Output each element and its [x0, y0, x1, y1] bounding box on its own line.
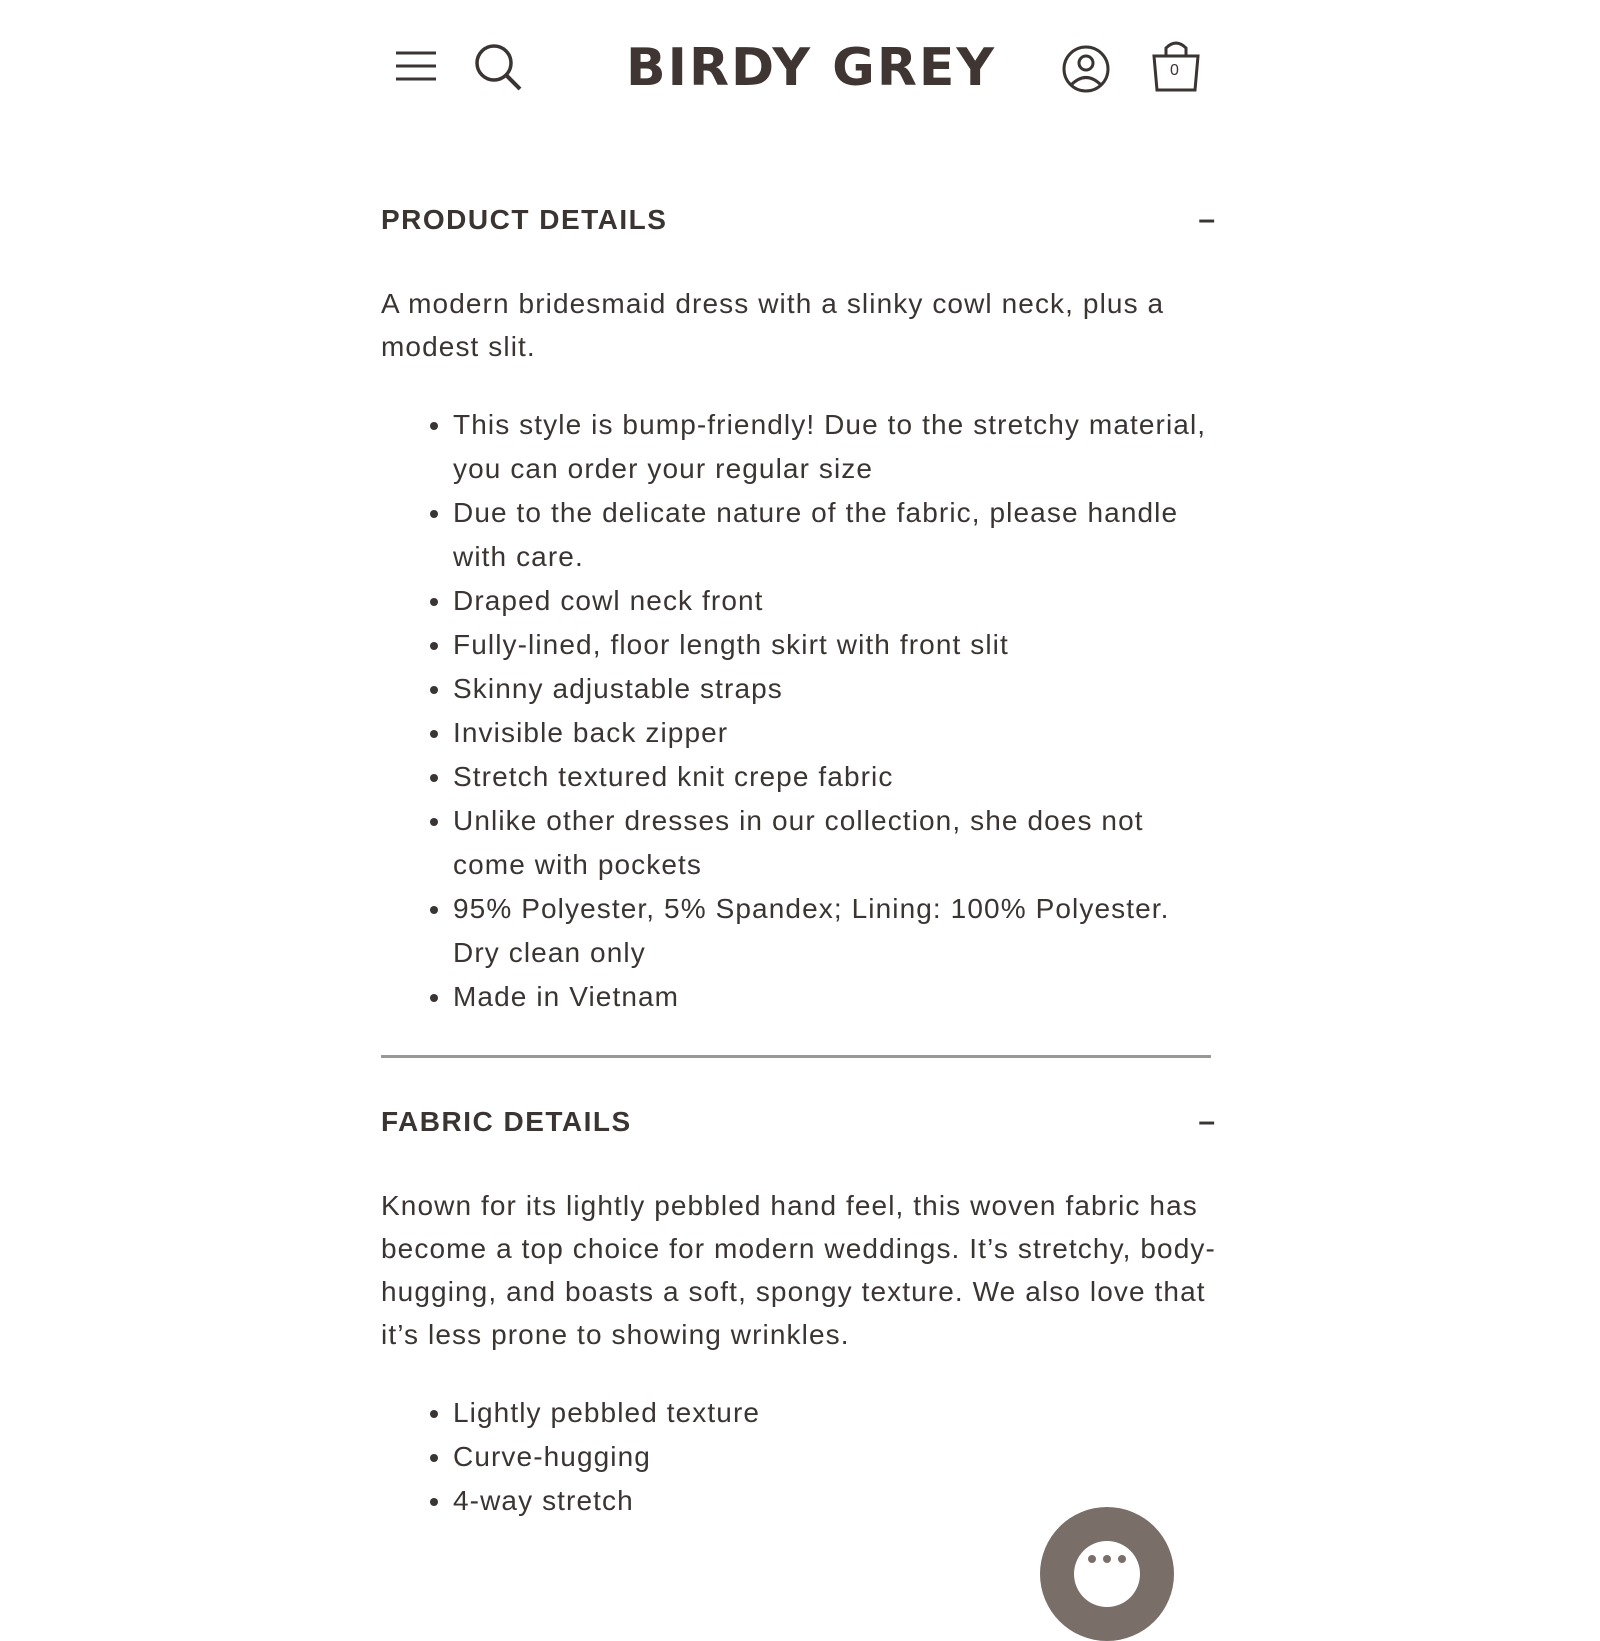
list-item: • Invisible back zipper [453, 711, 1221, 755]
list-item: • 4-way stretch [453, 1479, 1221, 1523]
list-item: • 95% Polyester, 5% Spandex; Lining: 100% Polyester. Dry clean only [453, 887, 1221, 975]
list-item: • Stretch textured knit crepe fabric [453, 755, 1221, 799]
search-icon[interactable] [474, 43, 524, 98]
cart-count: 0 [1170, 62, 1179, 79]
divider [381, 1055, 1211, 1058]
list-item: • Made in Vietnam [453, 975, 1221, 1019]
collapse-toggle[interactable]: – [1198, 203, 1215, 236]
section-title: PRODUCT DETAILS [381, 204, 668, 235]
fabric-bullets [381, 1391, 1221, 1523]
list-item: • Unlike other dresses in our collection, she does not come with pockets [453, 799, 1221, 887]
collapse-toggle[interactable]: – [1198, 1105, 1215, 1138]
product-bullets [381, 403, 1221, 1019]
fabric-details-header[interactable] [381, 1098, 1221, 1146]
list-item: • Curve-hugging [453, 1435, 1221, 1479]
fabric-description: Known for its lightly pebbled hand feel, this woven fabric has become a top choice for modern weddings. It’s stretchy, body-hugging, and boasts a soft, spongy texture. We also love that it’s less prone to showing wrinkles. [381, 1190, 1216, 1350]
product-description: A modern bridesmaid dress with a slinky cowl neck, plus a modest slit. [381, 288, 1165, 362]
menu-icon[interactable] [396, 50, 436, 87]
list-item: • This style is bump-friendly! Due to the stretchy material, you can order your regular size [453, 403, 1221, 491]
product-details-header[interactable] [381, 196, 1221, 244]
section-title: FABRIC DETAILS [381, 1106, 632, 1137]
product-info [381, 196, 1221, 1523]
list-item: • Fully-lined, floor length skirt with front slit [453, 623, 1221, 667]
list-item: • Skinny adjustable straps [453, 667, 1221, 711]
chat-icon [1074, 1541, 1140, 1607]
list-item: • Due to the delicate nature of the fabric, please handle with care. [453, 491, 1221, 579]
list-item: • Draped cowl neck front [453, 579, 1221, 623]
account-icon[interactable] [1061, 44, 1111, 99]
list-item: • Lightly pebbled texture [453, 1391, 1221, 1435]
brand-logo[interactable]: BIRDY GREY [626, 38, 997, 98]
chat-button[interactable] [1040, 1507, 1174, 1641]
cart-icon[interactable] [1150, 38, 1202, 94]
